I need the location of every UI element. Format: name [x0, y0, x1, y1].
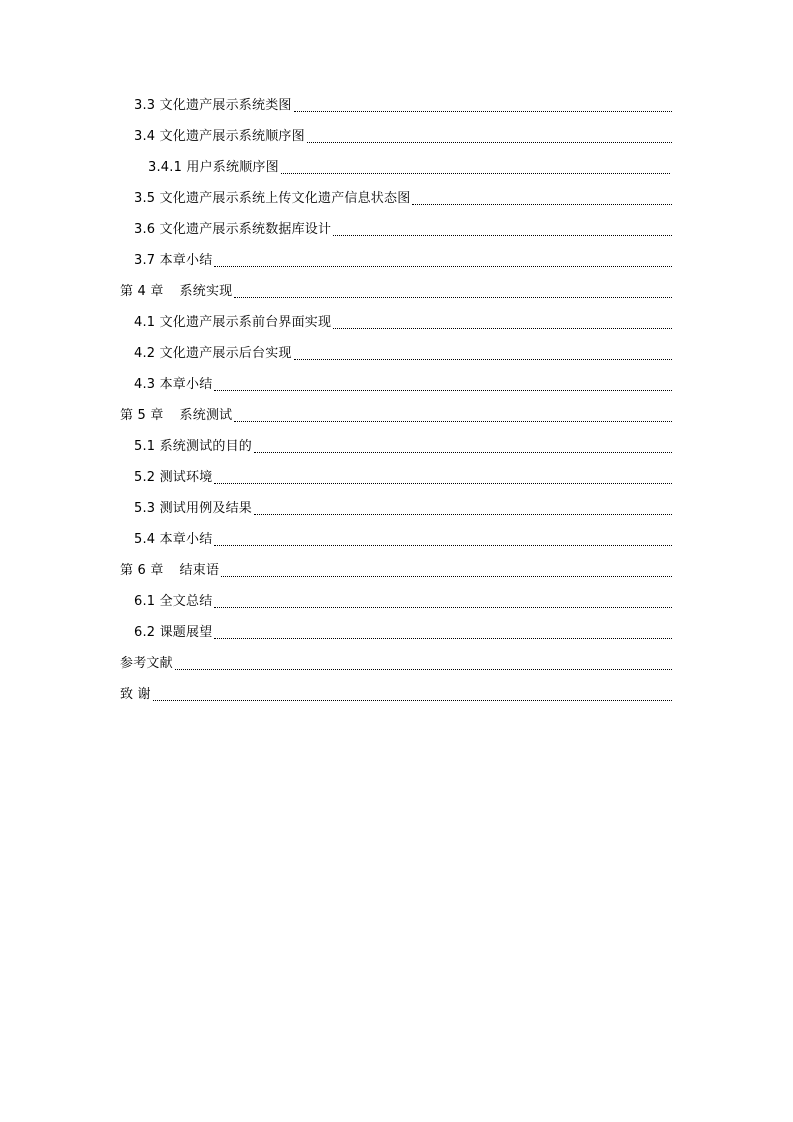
- toc-entry-label: 3.5 文化遗产展示系统上传文化遗产信息状态图: [134, 191, 411, 206]
- toc-entry[interactable]: [134, 311, 672, 335]
- dot-leader: [281, 173, 670, 174]
- toc-chapter-entry[interactable]: [120, 559, 672, 583]
- toc-entry[interactable]: [134, 373, 672, 397]
- toc-chapter-number: 第 4 章: [120, 284, 164, 299]
- dot-leader: [234, 297, 672, 298]
- toc-entry-label: 4.3 本章小结: [134, 377, 213, 392]
- toc-entry-acknowledgements[interactable]: [120, 683, 672, 707]
- toc-entry[interactable]: [134, 590, 672, 614]
- dot-leader: [307, 142, 672, 143]
- toc-entry-label: 3.4.1 用户系统顺序图: [148, 160, 279, 175]
- toc-entry-label: 5.3 测试用例及结果: [134, 501, 253, 516]
- toc-entry-label: 3.7 本章小结: [134, 253, 213, 268]
- dot-leader: [254, 514, 672, 515]
- dot-leader: [333, 235, 672, 236]
- dot-leader: [333, 328, 672, 329]
- toc-entry[interactable]: [134, 249, 672, 273]
- dot-leader: [412, 204, 672, 205]
- dot-leader: [214, 607, 672, 608]
- toc-entry[interactable]: [134, 621, 672, 645]
- dot-leader: [234, 421, 672, 422]
- toc-entry[interactable]: [134, 218, 672, 242]
- toc-entry-label: 6.2 课题展望: [134, 625, 213, 640]
- toc-entry-label: 6.1 全文总结: [134, 594, 213, 609]
- toc-entry[interactable]: [134, 528, 672, 552]
- toc-entry-references[interactable]: [120, 652, 672, 676]
- dot-leader: [214, 266, 672, 267]
- toc-entry[interactable]: [134, 187, 672, 211]
- toc-entry-label: 参考文献: [120, 656, 173, 671]
- toc-entry-label: 5.1 系统测试的目的: [134, 439, 253, 454]
- toc-entry-label: 致 谢: [120, 687, 151, 702]
- dot-leader: [214, 483, 672, 484]
- toc-chapter-entry[interactable]: [120, 280, 672, 304]
- toc-chapter-number: 第 5 章: [120, 408, 164, 423]
- toc-entry[interactable]: [134, 435, 672, 459]
- toc-entry-label: 3.4 文化遗产展示系统顺序图: [134, 129, 305, 144]
- toc-entry[interactable]: [134, 342, 672, 366]
- dot-leader: [153, 700, 672, 701]
- toc-entry[interactable]: [148, 156, 670, 180]
- dot-leader: [254, 452, 672, 453]
- toc-chapter-entry[interactable]: [120, 404, 672, 428]
- toc-entry-label: 5.4 本章小结: [134, 532, 213, 547]
- toc-chapter-name: 结束语: [179, 563, 220, 578]
- dot-leader: [175, 669, 672, 670]
- dot-leader: [221, 576, 672, 577]
- dot-leader: [294, 359, 672, 360]
- toc-chapter-name: 系统测试: [179, 408, 233, 423]
- dot-leader: [214, 638, 672, 639]
- toc-entry[interactable]: [134, 466, 672, 490]
- toc-entry-label: 4.1 文化遗产展示系前台界面实现: [134, 315, 332, 330]
- toc-entry[interactable]: [134, 125, 672, 149]
- toc-chapter-number: 第 6 章: [120, 563, 164, 578]
- toc-entry-label: 3.6 文化遗产展示系统数据库设计: [134, 222, 332, 237]
- dot-leader: [214, 545, 672, 546]
- dot-leader: [294, 111, 672, 112]
- toc-entry-label: 3.3 文化遗产展示系统类图: [134, 98, 292, 113]
- toc-entry[interactable]: [134, 497, 672, 521]
- toc-entry-label: 5.2 测试环境: [134, 470, 213, 485]
- toc-chapter-name: 系统实现: [179, 284, 233, 299]
- dot-leader: [214, 390, 672, 391]
- toc-entry-label: 4.2 文化遗产展示后台实现: [134, 346, 292, 361]
- toc-entry[interactable]: [134, 94, 672, 118]
